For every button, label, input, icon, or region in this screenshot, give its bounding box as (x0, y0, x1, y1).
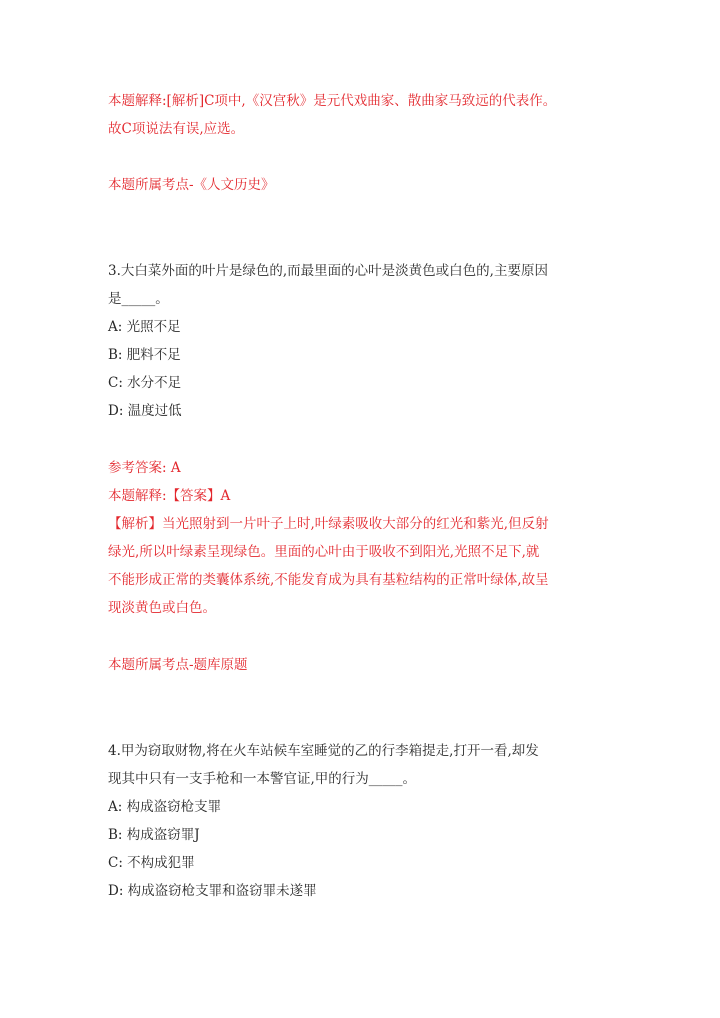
q4-option-d: D: 构成盗窃枪支罪和盗窃罪未遂罪 (108, 883, 317, 899)
q4-option-c: C: 不构成犯罪 (108, 855, 195, 871)
q3-explanation-line-1: 【解析】当光照射到一片叶子上时,叶绿素吸收大部分的红光和紫光,但反射 (108, 516, 549, 532)
q3-option-d: D: 温度过低 (108, 403, 182, 419)
analysis-line-2: 故C项说法有误,应选。 (108, 121, 245, 137)
topic-line: 本题所属考点-《人文历史》 (108, 177, 275, 193)
q3-explanation-line-3: 不能形成正常的类囊体系统,不能发育成为具有基粒结构的正常叶绿体,故呈 (108, 572, 549, 588)
q3-option-b: B: 肥料不足 (108, 347, 181, 363)
q4-option-b: B: 构成盗窃罪J (108, 827, 200, 843)
q3-explanation-line-4: 现淡黄色或白色。 (108, 600, 216, 616)
q3-explanation-head: 本题解释:【答案】A (108, 488, 231, 504)
analysis-line-1: 本题解释:[解析]C项中,《汉宫秋》是元代戏曲家、散曲家马致远的代表作。 (108, 93, 557, 109)
q3-explanation-line-2: 绿光,所以叶绿素呈现绿色。里面的心叶由于吸收不到阳光,光照不足下,就 (108, 544, 540, 560)
q4-option-a: A: 构成盗窃枪支罪 (108, 799, 222, 815)
q3-option-c: C: 水分不足 (108, 375, 182, 391)
q3-answer: 参考答案: A (108, 460, 181, 476)
q3-stem-line-1: 3.大白菜外面的叶片是绿色的,而最里面的心叶是淡黄色或白色的,主要原因 (108, 263, 548, 279)
q4-stem-line-1: 4.甲为窃取财物,将在火车站候车室睡觉的乙的行李箱提走,打开一看,却发 (108, 743, 539, 759)
q4-stem-line-2: 现其中只有一支手枪和一本警官证,甲的行为_____。 (108, 771, 417, 787)
q3-stem-line-2: 是_____。 (108, 291, 169, 307)
q3-option-a: A: 光照不足 (108, 319, 181, 335)
q3-topic: 本题所属考点-题库原题 (108, 657, 248, 673)
